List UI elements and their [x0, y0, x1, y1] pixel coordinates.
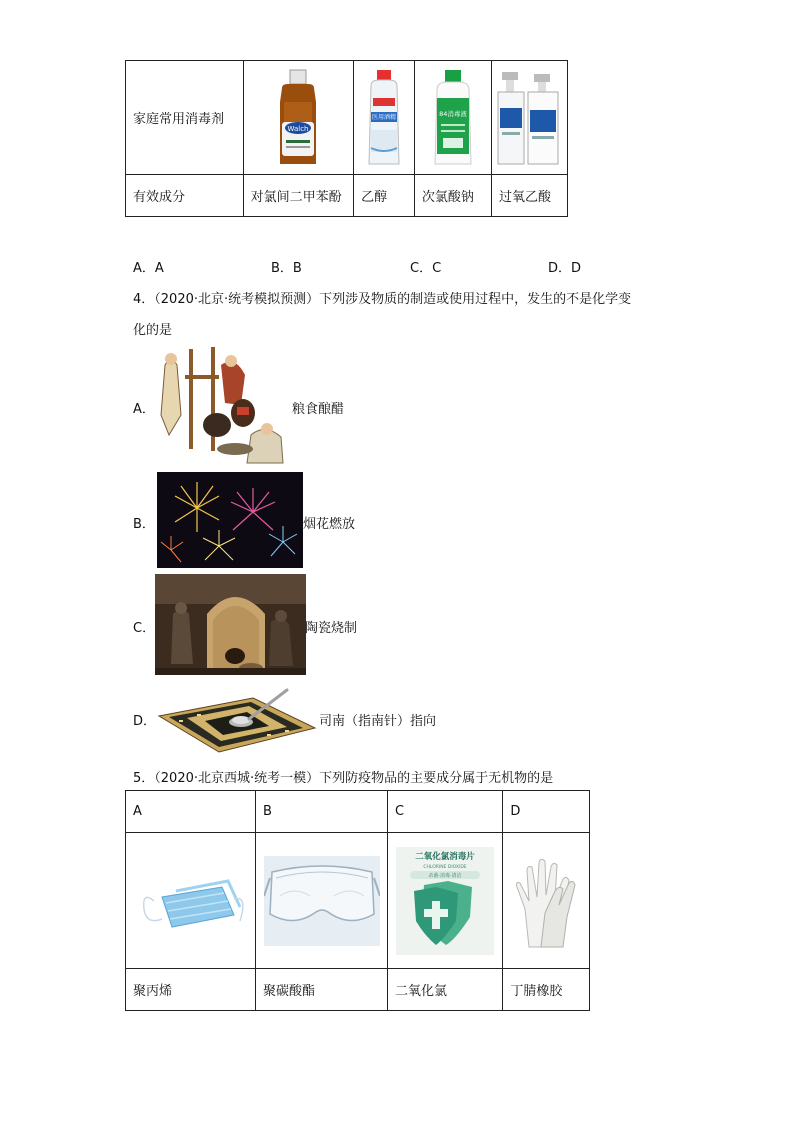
gloves-image [503, 833, 590, 969]
q5-answer-a: 聚丙烯 [126, 969, 256, 1011]
goggles-image [256, 833, 388, 969]
epidemic-items-table [125, 790, 590, 1011]
q3-option-b[interactable]: B．B [271, 261, 302, 276]
q5-answer-b: 聚碳酸酯 [256, 969, 388, 1011]
bottle-image-peracetic [491, 61, 567, 175]
q5-header-c: C [388, 791, 503, 833]
svg-text:CHLORINE DIOXIDE: CHLORINE DIOXIDE [423, 864, 467, 870]
bottle-image-alcohol [354, 61, 415, 175]
q3-option-d[interactable]: D．D [548, 261, 582, 276]
row-label-disinfectant: 家庭常用消毒剂 [126, 61, 244, 175]
q5-header-d: D [503, 791, 590, 833]
ingredient-c: 次氯酸钠 [414, 175, 491, 217]
q4-option-d-letter[interactable]: D． [133, 714, 157, 729]
bottle-image-dettol [243, 61, 354, 175]
mask-image [126, 833, 256, 969]
ingredient-d: 过氧乙酸 [491, 175, 567, 217]
svg-text:医用酒精: 医用酒精 [371, 113, 397, 121]
q4-option-b-letter[interactable]: B． [133, 517, 155, 532]
disinfectant-table [125, 60, 568, 217]
q4-option-c-letter[interactable]: C． [133, 621, 156, 636]
svg-text:杀菌·消毒·清洁: 杀菌·消毒·清洁 [428, 872, 462, 879]
q5-header-b: B [256, 791, 388, 833]
q4-option-a-text: 粮食酿醋 [292, 402, 345, 417]
bottle-image-84 [414, 61, 491, 175]
ingredient-a: 对氯间二甲苯酚 [243, 175, 354, 217]
vinegar-brewing-image [155, 345, 295, 465]
svg-text:84消毒液: 84消毒液 [439, 109, 467, 118]
q4-stem-line1: 4．（2020·北京·统考模拟预测）下列涉及物质的制造或使用过程中，发生的不是化学变 [133, 292, 632, 307]
svg-text:Walch: Walch [287, 124, 309, 133]
pottery-kiln-image [155, 574, 306, 675]
q4-option-b-text: 烟花燃放 [303, 517, 356, 532]
q4-option-a-letter[interactable]: A． [133, 402, 155, 417]
q4-stem-line2: 化的是 [133, 323, 173, 338]
ingredient-b: 乙醇 [354, 175, 415, 217]
q5-header-a: A [126, 791, 256, 833]
q3-option-a[interactable]: A．A [133, 261, 164, 276]
q4-option-c-text: 陶瓷烧制 [305, 621, 358, 636]
q3-option-c[interactable]: C．C [410, 261, 442, 276]
row-label-ingredient: 有效成分 [126, 175, 244, 217]
q4-option-d-text: 司南（指南针）指向 [319, 714, 437, 729]
fireworks-image [157, 472, 303, 568]
q5-answer-c: 二氧化氯 [388, 969, 503, 1011]
q5-answer-d: 丁腈橡胶 [503, 969, 590, 1011]
compass-sinan-image [157, 684, 317, 756]
chlorine-dioxide-tablet-image [388, 833, 503, 969]
q5-stem: 5．（2020·北京西城·统考一模）下列防疫物品的主要成分属于无机物的是 [133, 771, 554, 786]
svg-text:二氧化氯消毒片: 二氧化氯消毒片 [415, 851, 475, 862]
